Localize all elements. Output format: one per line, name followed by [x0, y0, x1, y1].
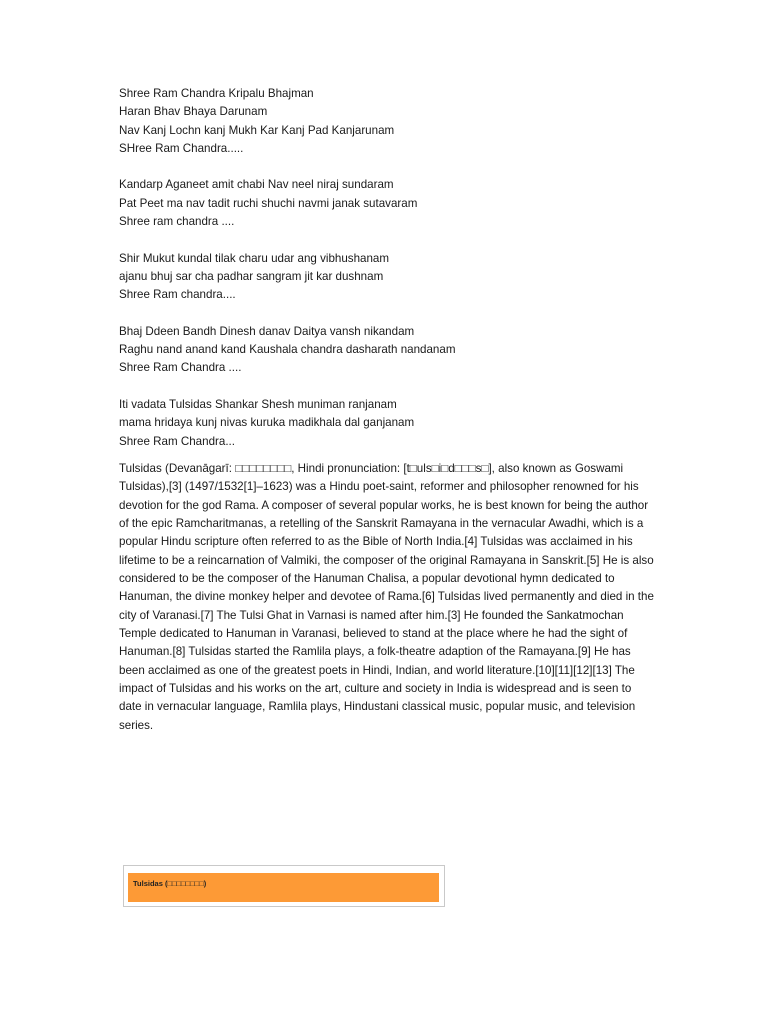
lyrics-line: Shree ram chandra .... — [119, 215, 235, 229]
lyrics-line: Bhaj Ddeen Bandh Dinesh danav Daitya vansh nikandam — [119, 324, 415, 338]
lyrics-line: Pat Peet ma nav tadit ruchi shuchi navmi janak sutavaram — [119, 196, 418, 210]
lyrics-line: ajanu bhuj sar cha padhar sangram jit kar dushnam — [119, 269, 384, 283]
lyrics-line: mama hridaya kunj nivas kuruka madikhala dal ganjanam — [119, 416, 415, 430]
highlight-banner — [128, 873, 439, 902]
lyrics-line: Shree Ram chandra.... — [119, 288, 236, 302]
lyrics-line: Shir Mukut kundal tilak charu udar ang vibhushanam — [119, 251, 390, 265]
lyrics-stanza — [119, 323, 679, 378]
lyrics-line: Haran Bhav Bhaya Darunam — [119, 105, 268, 119]
lyrics-line: Shree Ram Chandra .... — [119, 361, 242, 375]
highlight-frame — [123, 865, 445, 907]
lyrics-line: Raghu nand anand kand Kaushala chandra dasharath nandanam — [119, 343, 456, 357]
lyrics-line: SHree Ram Chandra..... — [119, 141, 244, 155]
lyrics-stanza — [119, 85, 679, 158]
bhajan-lyrics — [119, 85, 679, 469]
lyrics-line: Shree Ram Chandra... — [119, 434, 235, 448]
banner-label: Tulsidas (□□□□□□□□) — [133, 879, 207, 888]
biography-paragraph: Tulsidas (Devanāgarī: □□□□□□□□, Hindi pronunciation: [t□uls□i□d□□□s□], also known as Goswami Tulsidas),[3] (1497/1532[1]–1623) was a Hindu poet-saint, reformer and philosopher renowned for his devotion for the god Rama. A composer of several popular works, he is best known for being the author of the epic Ramcharitmanas, a retelling of the Sanskrit Ramayana in the vernacular Awadhi, which is a popular Hindu scripture often referred to as the Bible of North India.[4] Tulsidas was acclaimed in his lifetime to be a reincarnation of Valmiki, the composer of the original Ramayana in Sanskrit.[5] He is also considered to be the composer of the Hanuman Chalisa, a popular devotional hymn dedicated to Hanuman, the divine monkey helper and devotee of Rama.[6] Tulsidas lived permanently and died in the city of Varanasi.[7] The Tulsi Ghat in Varnasi is named after him.[3] He founded the Sankatmochan Temple dedicated to Hanuman in Varanasi, believed to stand at the place where he had the sight of Hanuman.[8] Tulsidas started the Ramlila plays, a folk-theatre adaption of the Ramayana.[9] He has been acclaimed as one of the greatest poets in Hindi, Indian, and world literature.[10][11][12][13] The impact of Tulsidas and his works on the art, culture and society in India is widespread and is seen to date in vernacular language, Ramlila plays, Hindustani classical music, popular music, and television series. — [119, 462, 654, 732]
lyrics-line: Nav Kanj Lochn kanj Mukh Kar Kanj Pad Kanjarunam — [119, 123, 395, 137]
lyrics-line: Iti vadata Tulsidas Shankar Shesh muniman ranjanam — [119, 398, 397, 412]
lyrics-line: Kandarp Aganeet amit chabi Nav neel niraj sundaram — [119, 178, 394, 192]
lyrics-stanza — [119, 250, 679, 305]
lyrics-stanza — [119, 396, 679, 451]
lyrics-line: Shree Ram Chandra Kripalu Bhajman — [119, 87, 314, 100]
lyrics-stanza — [119, 176, 679, 231]
